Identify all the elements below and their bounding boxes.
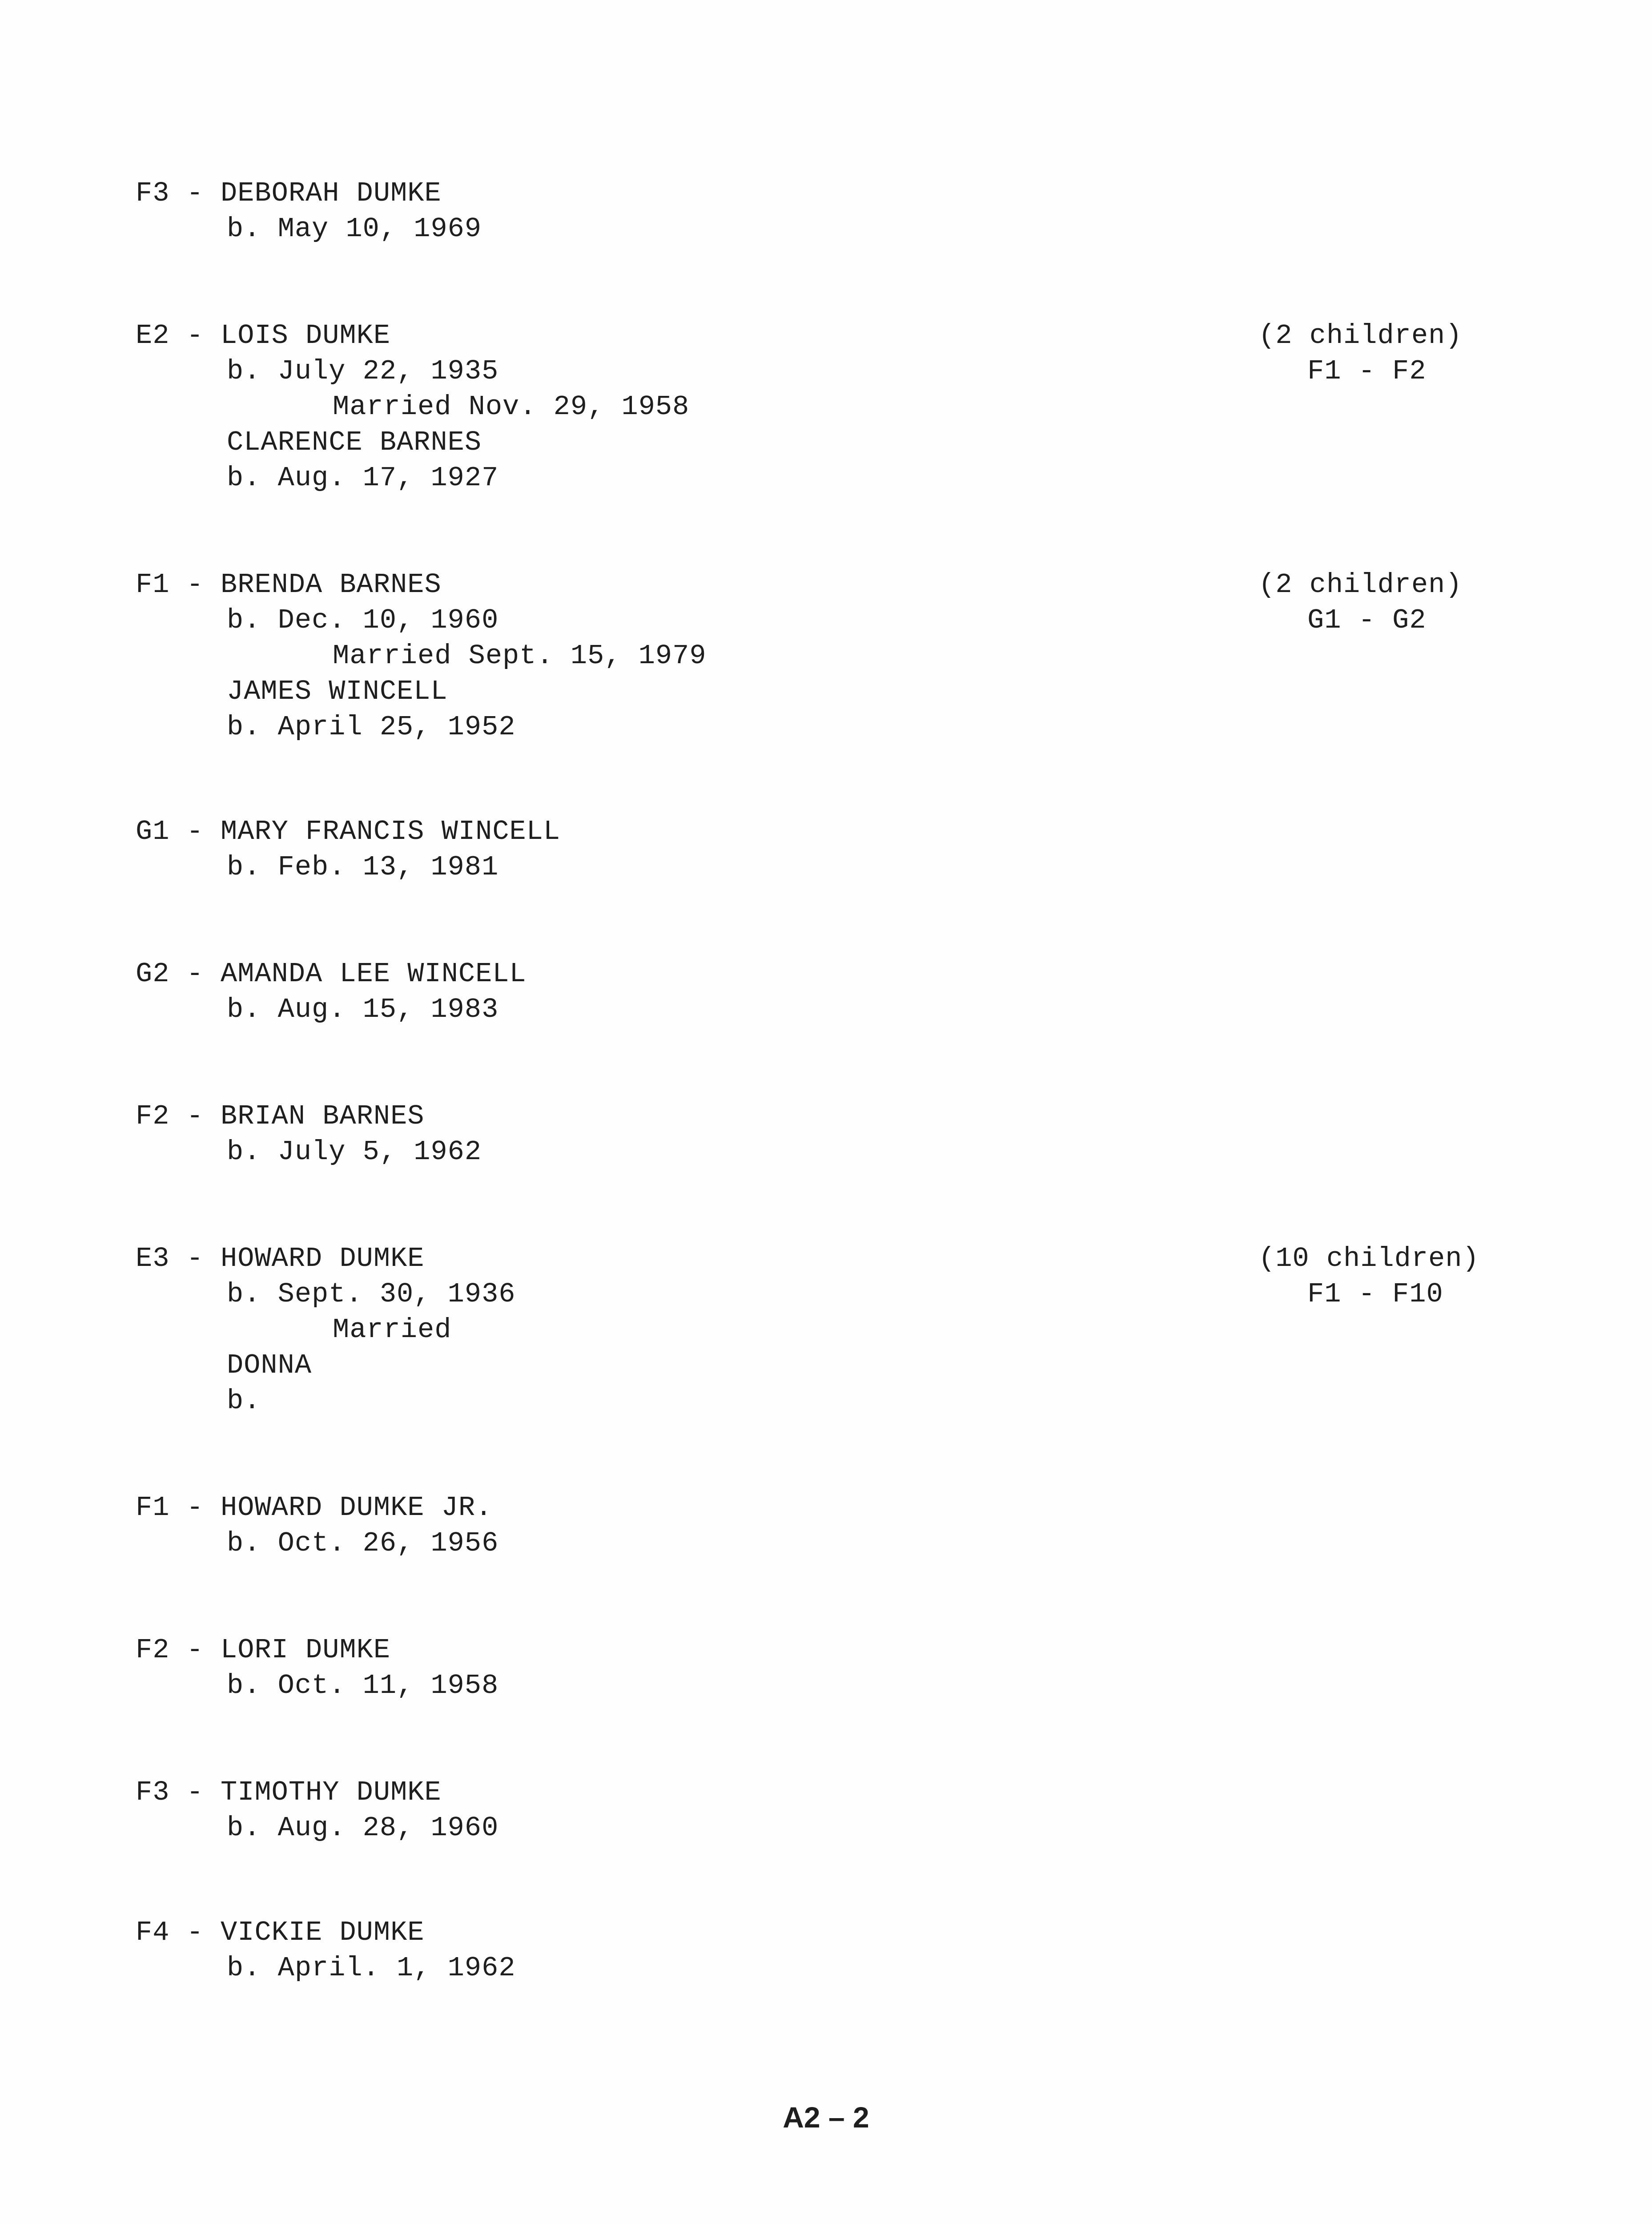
children-range: G1 - G2 bbox=[1307, 604, 1427, 636]
entry-birth-line: b. Aug. 28, 1960 bbox=[227, 1812, 499, 1844]
entry-birth-line: b. Feb. 13, 1981 bbox=[227, 851, 499, 883]
children-range: F1 - F2 bbox=[1307, 355, 1427, 387]
entry-birth-line: b. May 10, 1969 bbox=[227, 213, 482, 245]
entry-name-line: F3 - DEBORAH DUMKE bbox=[136, 177, 442, 209]
entry-name-line: F2 - BRIAN BARNES bbox=[136, 1100, 425, 1132]
entry-spouse-line: DONNA bbox=[227, 1350, 312, 1381]
entry-spouse-birth-line: b. Aug. 17, 1927 bbox=[227, 462, 499, 494]
entry-birth-line: b. April. 1, 1962 bbox=[227, 1952, 516, 1984]
entry-marriage-line: Married Nov. 29, 1958 bbox=[333, 391, 690, 423]
page-number: A2 – 2 bbox=[783, 2101, 869, 2134]
entry-name-line: G1 - MARY FRANCIS WINCELL bbox=[136, 816, 561, 847]
entry-marriage-line: Married Sept. 15, 1979 bbox=[333, 640, 707, 672]
entry-spouse-birth-line: b. bbox=[227, 1385, 261, 1417]
entry-name-line: F1 - HOWARD DUMKE JR. bbox=[136, 1492, 493, 1523]
entry-name-line: F2 - LORI DUMKE bbox=[136, 1634, 391, 1666]
children-count: (10 children) bbox=[1258, 1243, 1479, 1274]
entry-birth-line: b. Oct. 11, 1958 bbox=[227, 1670, 499, 1701]
entry-name-line: F3 - TIMOTHY DUMKE bbox=[136, 1777, 442, 1808]
entry-birth-line: b. Sept. 30, 1936 bbox=[227, 1278, 516, 1310]
entry-name-line: F4 - VICKIE DUMKE bbox=[136, 1917, 425, 1948]
entry-birth-line: b. July 22, 1935 bbox=[227, 355, 499, 387]
entry-name-line: E3 - HOWARD DUMKE bbox=[136, 1243, 425, 1274]
entry-spouse-line: JAMES WINCELL bbox=[227, 676, 448, 707]
children-range: F1 - F10 bbox=[1307, 1278, 1443, 1310]
entry-birth-line: b. July 5, 1962 bbox=[227, 1136, 482, 1168]
entry-name-line: E2 - LOIS DUMKE bbox=[136, 320, 391, 351]
children-count: (2 children) bbox=[1258, 569, 1463, 600]
entry-spouse-line: CLARENCE BARNES bbox=[227, 427, 482, 458]
entry-name-line: G2 - AMANDA LEE WINCELL bbox=[136, 958, 527, 990]
entry-birth-line: b. Oct. 26, 1956 bbox=[227, 1527, 499, 1559]
children-count: (2 children) bbox=[1258, 320, 1463, 351]
entry-marriage-line: Married bbox=[333, 1314, 452, 1346]
entry-birth-line: b. Aug. 15, 1983 bbox=[227, 994, 499, 1025]
entry-name-line: F1 - BRENDA BARNES bbox=[136, 569, 442, 600]
entry-birth-line: b. Dec. 10, 1960 bbox=[227, 604, 499, 636]
entry-spouse-birth-line: b. April 25, 1952 bbox=[227, 711, 516, 743]
